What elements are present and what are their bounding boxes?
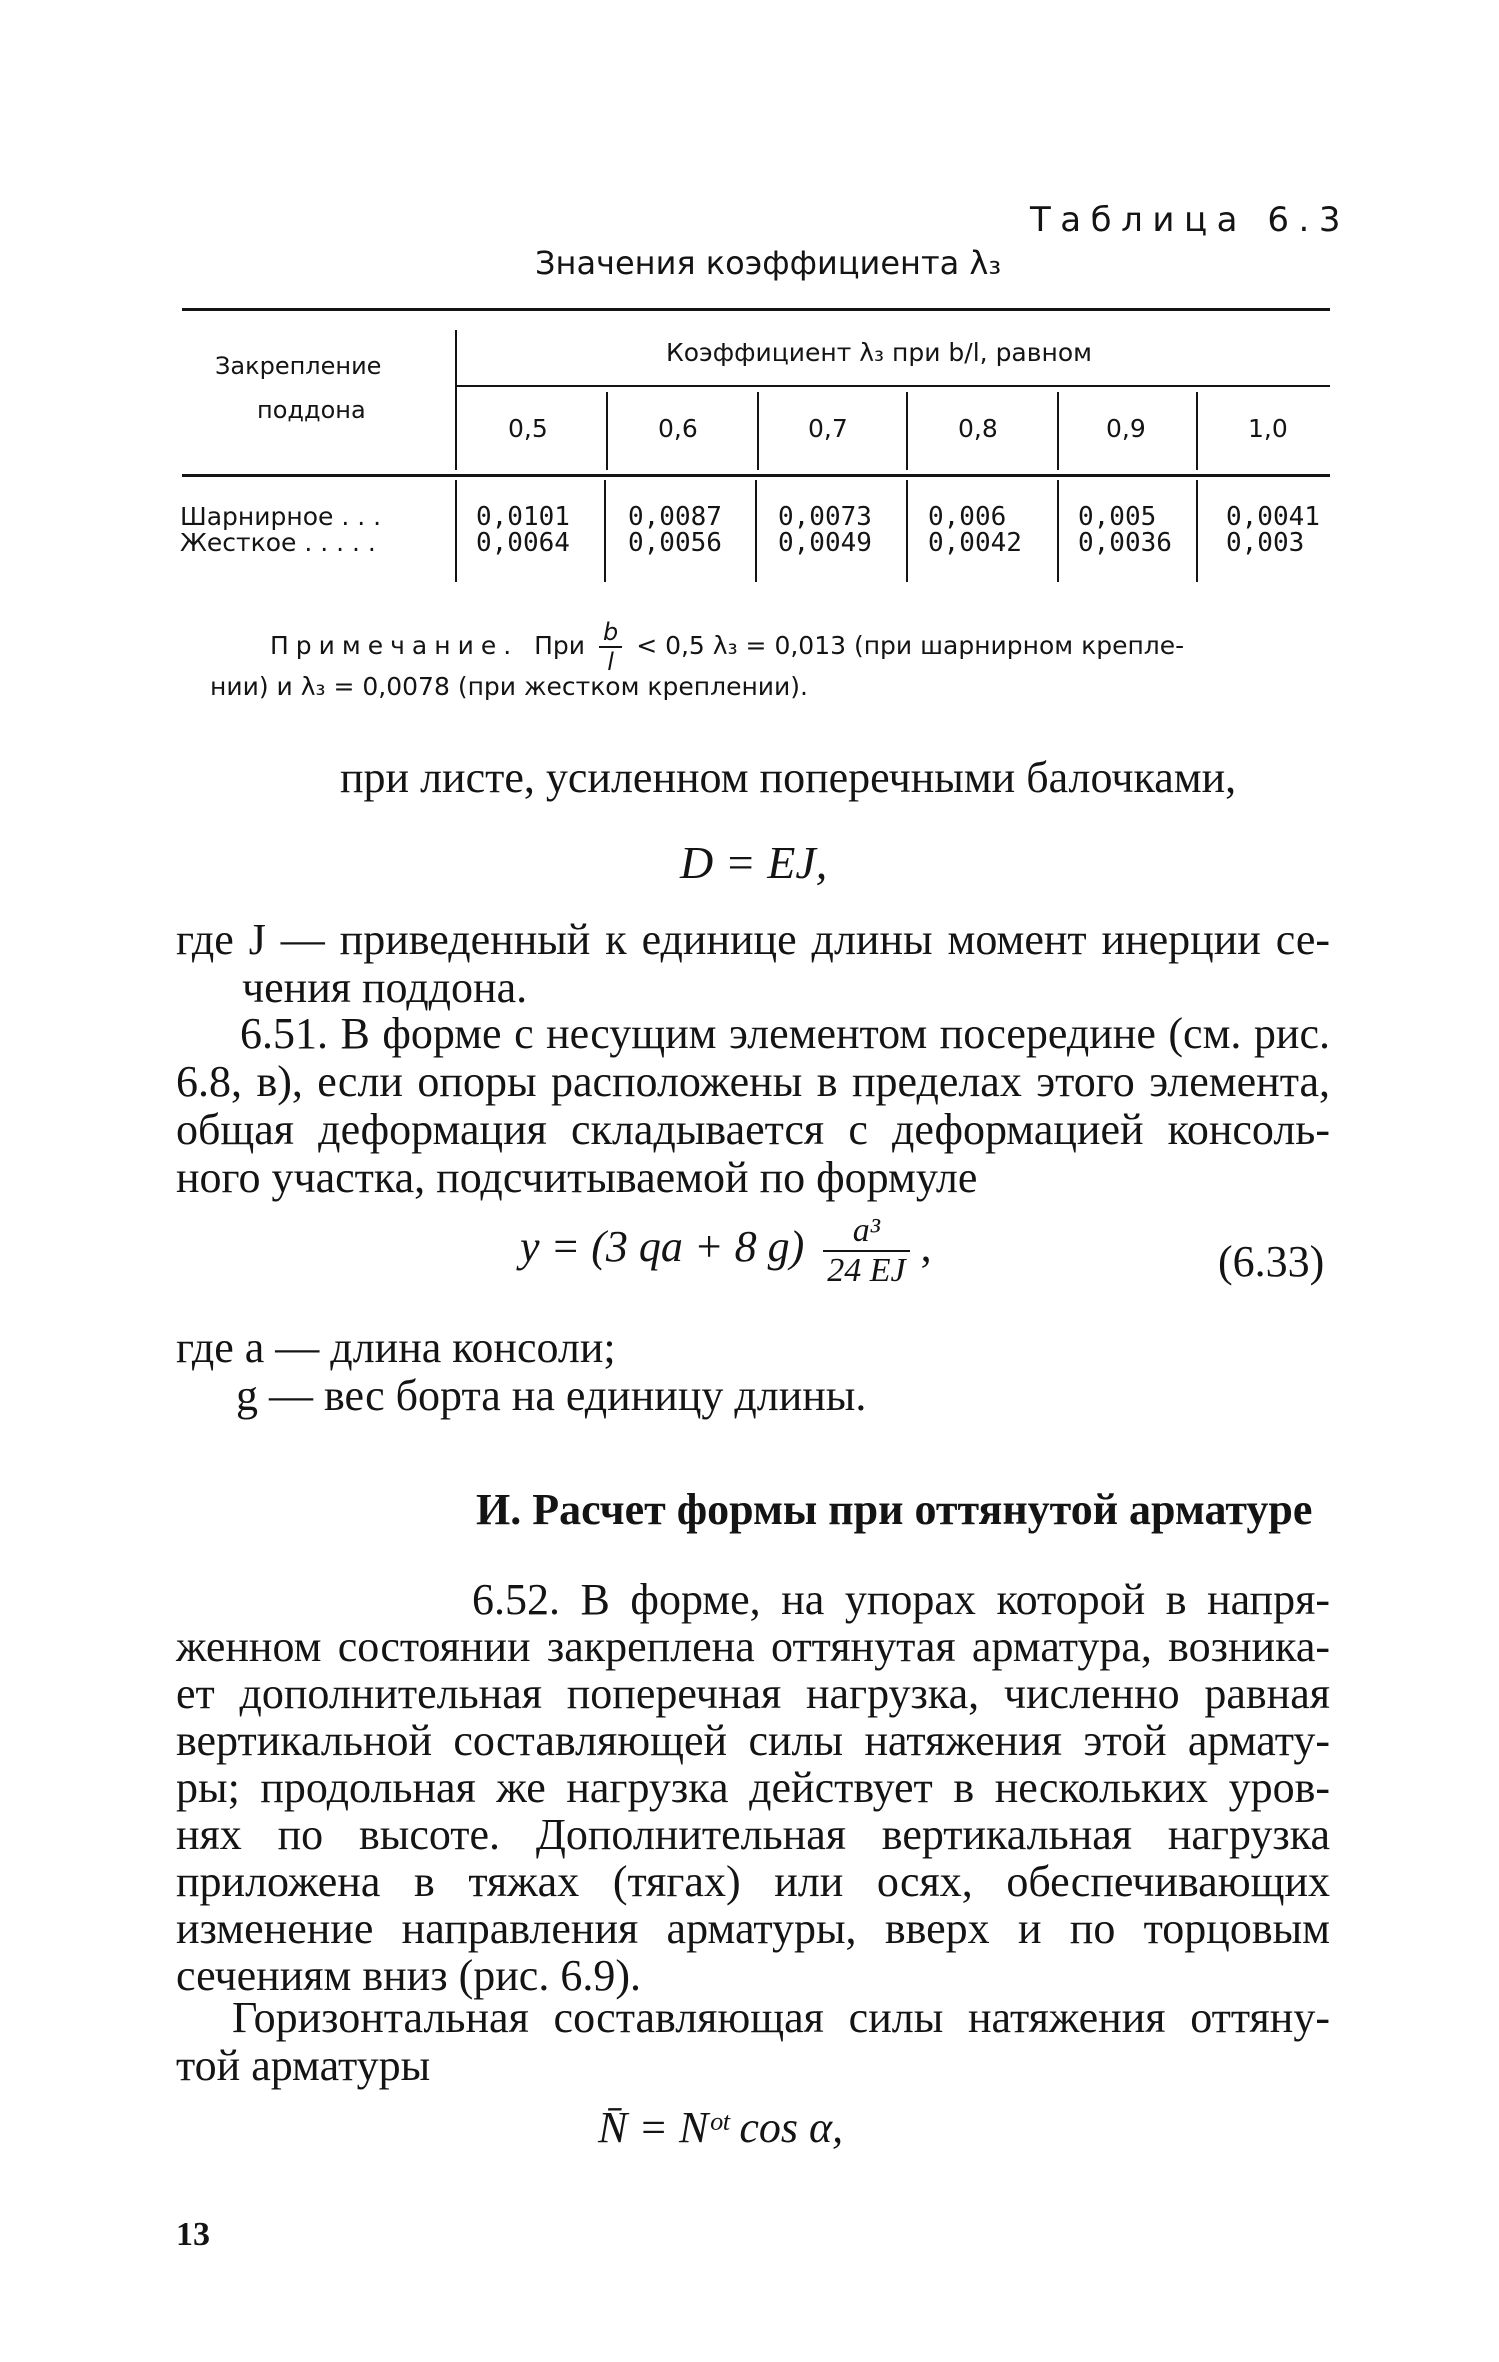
table-cell: 0,0049: [778, 528, 872, 558]
p652-line: ет дополнительная поперечная нагрузка, численно равная: [176, 1669, 1330, 1718]
header-col-sep: [1057, 392, 1059, 470]
page-number: 13: [176, 2216, 210, 2253]
p651-line: 6.8, в), если опоры расположены в пределах этого элемента,: [176, 1057, 1330, 1106]
row-header-line-1: Закрепление: [215, 352, 382, 380]
p652-line: приложена в тяжах (тягах) или осях, обеспечивающих: [176, 1857, 1330, 1906]
column-header: 0,6: [658, 414, 698, 443]
where-j-line-1: где J — приведенный к единице длины момент инерции се-: [176, 915, 1330, 964]
table-title: Значения коэффициента λ₃: [535, 244, 1002, 282]
group-header: Коэффициент λ₃ при b/l, равном: [666, 338, 1092, 367]
where-g: g — вес борта на единицу длины.: [236, 1371, 867, 1420]
eq633-denominator: 24 EJ: [827, 1252, 906, 1289]
note-line-2: нии) и λ₃ = 0,0078 (при жестком креплении).: [210, 672, 808, 701]
header-col-sep: [757, 392, 759, 470]
table-cell: 0,0036: [1078, 528, 1172, 558]
column-header: 0,5: [508, 414, 548, 443]
row-header-line-2: поддона: [257, 396, 366, 424]
column-header: 0,9: [1106, 414, 1146, 443]
body-col-sep: [604, 480, 606, 582]
p651-line: ного участка, подсчитываемой по формуле: [176, 1153, 978, 1202]
p652-line: ры; продольная же нагрузка действует в нескольких уров-: [176, 1763, 1330, 1812]
eq633-tail: ,: [920, 1222, 932, 1272]
eq633-fraction: [823, 1212, 909, 1290]
p652-line: изменение направления арматуры, вверх и по торцовым: [176, 1904, 1330, 1953]
table-cell: 0,0087: [628, 502, 722, 532]
equation-6-33: [520, 1212, 932, 1290]
note-frac-den: l: [607, 648, 614, 676]
table-cell: 0,003: [1226, 528, 1305, 558]
table-cell: 0,0101: [476, 502, 570, 532]
p651-line: 6.51. В форме с несущим элементом посередине (см. рис.: [240, 1009, 1330, 1058]
paragraph-leaf: при листе, усиленном поперечными балочками,: [340, 753, 1237, 802]
column-header: 0,7: [808, 414, 848, 443]
equation-n-cos: N̄ = Nᵒᵗ cos α,: [598, 2103, 844, 2152]
body-stub-separator: [455, 480, 457, 582]
eq633-lhs: y = (3 qa + 8 g): [520, 1222, 805, 1272]
table-cell: 0,005: [1078, 502, 1157, 532]
note-text-before: При: [534, 631, 586, 660]
paragraph-6-51: [176, 1010, 1330, 1202]
table-cell: 0,0064: [476, 528, 570, 558]
where-j-line-2: чения поддона.: [242, 963, 528, 1012]
header-col-sep: [1196, 392, 1198, 470]
p651-line: общая деформация складывается с деформацией консоль-: [176, 1105, 1330, 1154]
paragraph-horizontal: [176, 1994, 1330, 2090]
note-frac-num: b: [599, 618, 622, 648]
table-cell: 0,0041: [1226, 502, 1320, 532]
body-col-sep: [1057, 480, 1059, 582]
where-j: [176, 916, 1330, 964]
column-header: 1,0: [1248, 414, 1288, 443]
note-text-after: < 0,5 λ₃ = 0,013 (при шарнирном крепле-: [636, 631, 1185, 660]
row-label: Шарнирное . . .: [180, 502, 382, 531]
header-col-sep: [906, 392, 908, 470]
header-inner-rule: [455, 385, 1330, 387]
horiz-line: той арматуры: [176, 2041, 431, 2090]
paragraph-6-52: [176, 1576, 1330, 1999]
table-caption: Таблица 6.3: [1030, 200, 1350, 240]
equation-label: (6.33): [1218, 1237, 1325, 1286]
note-fraction: [599, 618, 622, 676]
body-col-sep: [1196, 480, 1198, 582]
p652-line: женном состоянии закреплена оттянутая арматура, возника-: [176, 1622, 1330, 1671]
column-header: 0,8: [958, 414, 998, 443]
header-bottom-rule: [182, 474, 1330, 477]
section-heading: И. Расчет формы при оттянутой арматуре: [476, 1485, 1313, 1534]
header-col-sep: [606, 392, 608, 470]
table-cell: 0,0056: [628, 528, 722, 558]
equation-d-ej: D = EJ,: [680, 837, 828, 888]
table-note: [270, 618, 1184, 676]
p652-line: вертикальной составляющей силы натяжения этой армату-: [176, 1716, 1330, 1765]
p652-line: сечениям вниз (рис. 6.9).: [176, 1951, 641, 2000]
where-a: где a — длина консоли;: [176, 1323, 616, 1372]
table-cell: 0,0073: [778, 502, 872, 532]
p652-line: нях по высоте. Дополнительная вертикальная нагрузка: [176, 1810, 1330, 1859]
body-col-sep: [906, 480, 908, 582]
row-label: Жесткое . . . . .: [180, 528, 376, 557]
table-top-rule: [182, 308, 1330, 311]
header-stub-separator: [455, 330, 457, 470]
p652-line: 6.52. В форме, на упорах которой в напря-: [472, 1575, 1330, 1624]
body-col-sep: [755, 480, 757, 582]
note-label: Примечание.: [270, 631, 519, 660]
eq633-numerator: a³: [823, 1212, 909, 1252]
horiz-line: Горизонтальная составляющая силы натяжения оттяну-: [232, 1993, 1330, 2042]
table-cell: 0,006: [928, 502, 1007, 532]
table-cell: 0,0042: [928, 528, 1022, 558]
